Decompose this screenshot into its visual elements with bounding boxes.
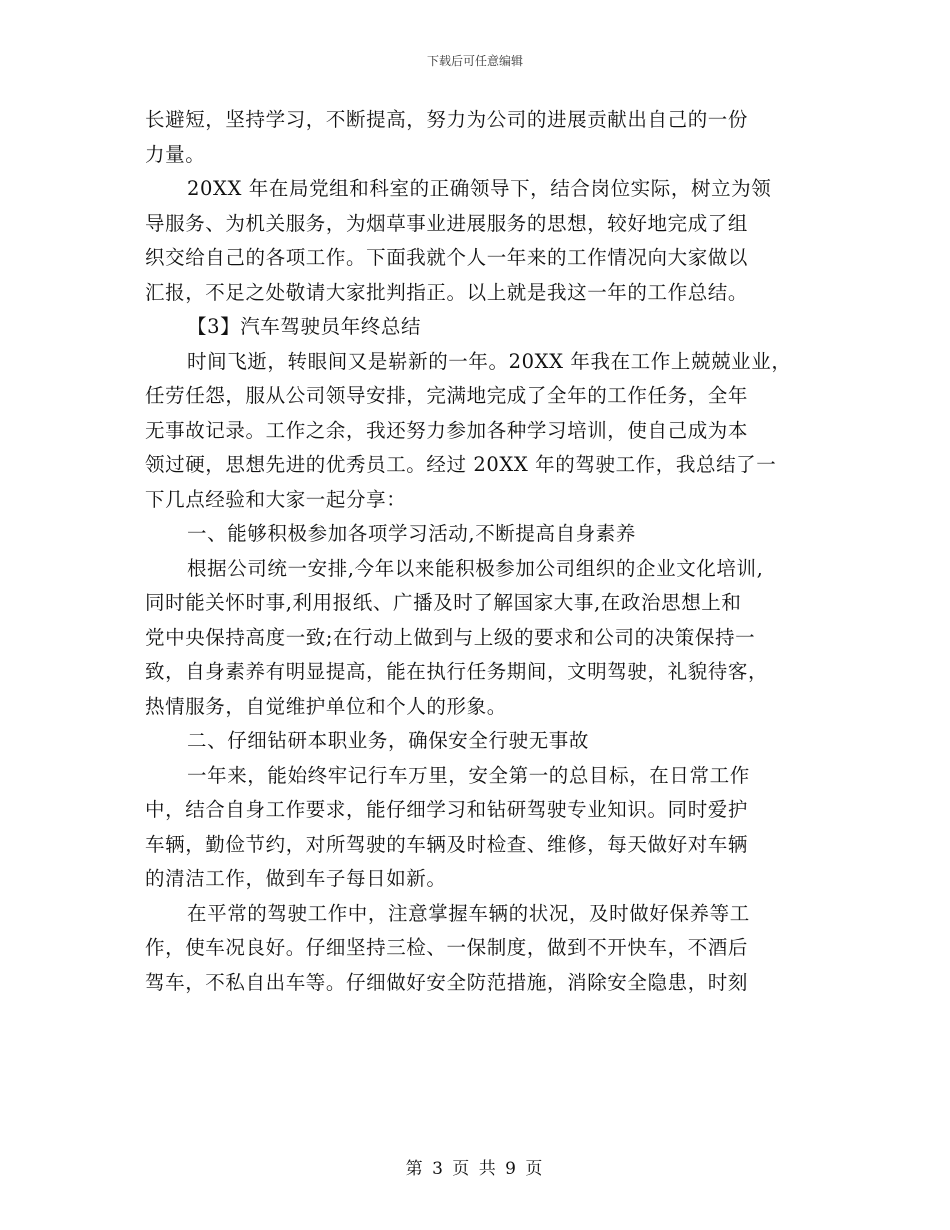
text-line: 一年来，能始终牢记行车万里，安全第一的总目标，在日常工作 — [187, 763, 750, 787]
text-line: 的清洁工作，做到车子每日如新。 — [145, 867, 447, 890]
text-line: 下几点经验和大家一起分享： — [145, 487, 407, 511]
text-line: 任劳任怨，服从公司领导安排，完满地完成了全年的工作任务，全年 — [145, 384, 749, 407]
text-line: 【3】汽车驾驶员年终总结 — [187, 315, 422, 338]
text-line: 同时能关怀时事,利用报纸、广播及时了解国家大事,在政治思想上和 — [145, 591, 742, 614]
text-line: 无事故记录。工作之余，我还努力参加各种学习培训，使自己成为本 — [145, 418, 749, 442]
text-line: 织交给自己的各项工作。下面我就个人一年来的工作情况向大家做以 — [145, 246, 749, 269]
text-line: 力量。 — [145, 142, 206, 166]
page-footer: 第 3 页 共 9 页 — [405, 1159, 545, 1179]
text-line: 二、仔细钻研本职业务，确保安全行驶无事故 — [187, 729, 590, 752]
text-line: 长避短，坚持学习，不断提高，努力为公司的进展贡献出自己的一份 — [145, 108, 749, 131]
document-body — [145, 103, 805, 1000]
text-line: 驾车，不私自出车等。仔细做好安全防范措施，消除安全隐患，时刻 — [145, 970, 749, 994]
text-line: 热情服务，自觉维护单位和个人的形象。 — [145, 694, 507, 718]
text-line: 根据公司统一安排,今年以来能积极参加公司组织的企业文化培训, — [187, 556, 764, 580]
text-line: 汇报，不足之处敬请大家批判指正。以上就是我这一年的工作总结。 — [145, 280, 749, 304]
text-line: 20XX 年在局党组和科室的正确领导下，结合岗位实际，树立为领 — [187, 177, 772, 200]
text-line: 车辆，勤俭节约，对所驾驶的车辆及时检查、维修，每天做好对车辆 — [145, 832, 749, 856]
text-line: 领过硬，思想先进的优秀员工。经过 20XX 年的驾驶工作，我总结了一 — [145, 453, 777, 476]
text-line: 党中央保持高度一致;在行动上做到与上级的要求和公司的决策保持一 — [145, 625, 756, 649]
text-line: 中，结合自身工作要求，能仔细学习和钻研驾驶专业知识。同时爱护 — [145, 798, 749, 821]
text-line: 导服务、为机关服务，为烟草事业进展服务的思想，较好地完成了组 — [145, 211, 749, 235]
text-line: 时间飞逝，转眼间又是崭新的一年。20XX 年我在工作上兢兢业业， — [187, 349, 792, 373]
text-line: 致，自身素养有明显提高，能在执行任务期间，文明驾驶，礼貌待客， — [145, 660, 769, 683]
text-line: 在平常的驾驶工作中，注意掌握车辆的状况，及时做好保养等工 — [187, 901, 750, 925]
page-header: 下载后可任意编辑 — [426, 54, 523, 68]
text-line: 作，使车况良好。仔细坚持三检、一保制度，做到不开快车，不酒后 — [145, 936, 749, 959]
text-line: 一、能够积极参加各项学习活动,不断提高自身素养 — [187, 522, 636, 545]
